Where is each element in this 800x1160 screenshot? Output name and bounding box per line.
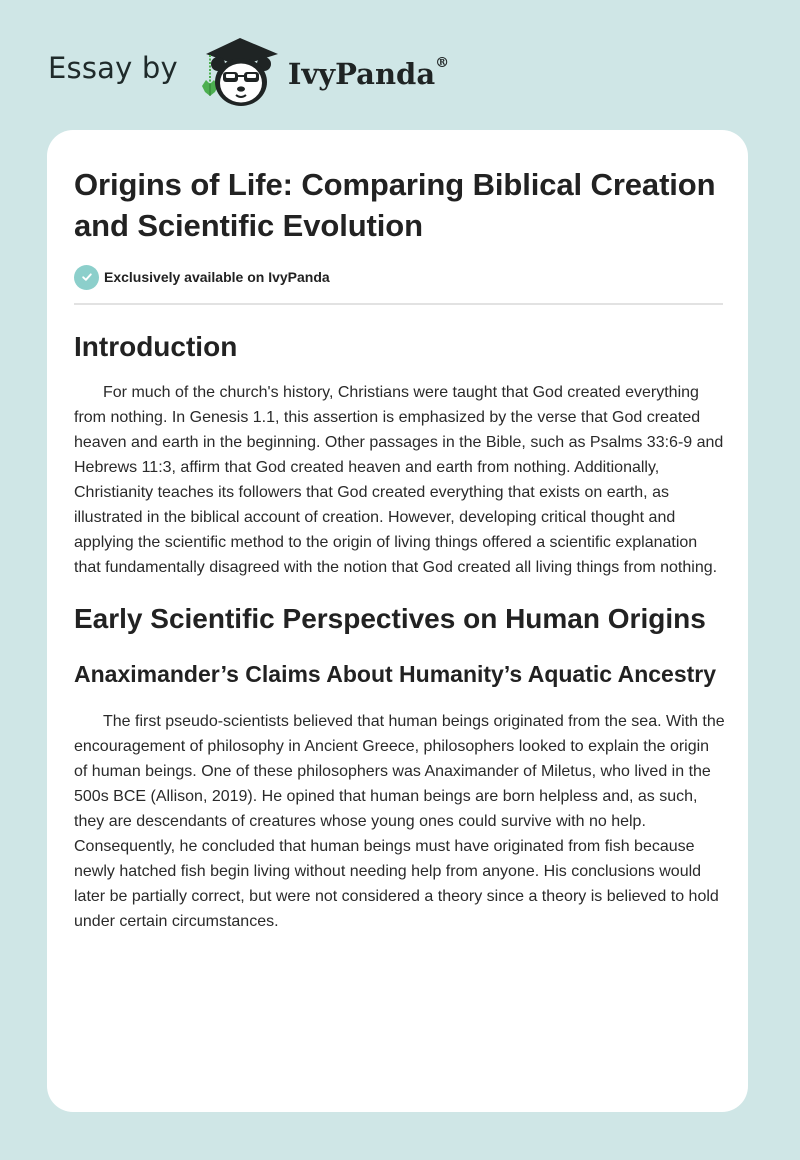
site-header [48, 34, 449, 110]
essay-by-label: Essay by [48, 51, 178, 85]
paragraph-introduction: For much of the church's history, Christians were taught that God created everything from nothing. In Genesis 1.1, this assertion is emphasized by the verse that God created heaven and earth in the beginning. Other passages in the Bible, such as Psalms 33:6-9 and Hebrews 11:3, affirm that God created heaven and earth from nothing. Additionally, Christianity teaches its followers that God created everything that exists on earth, as illustrated in the biblical account of creation. However, developing critical thought and applying the scientific method to the origin of living things offered a scientific explanation that fundamentally disagreed with the notion that God created all living things from nothing. [74, 384, 724, 576]
essay-card [47, 130, 748, 1112]
section-heading-early-perspectives: Early Scientific Perspectives on Human Origins [74, 603, 706, 634]
exclusive-badge [74, 264, 722, 290]
title-divider [74, 303, 723, 305]
panda-graduate-icon[interactable] [196, 34, 284, 110]
subsection-heading-anaximander: Anaximander’s Claims About Humanity’s Aquatic Ancestry [74, 661, 717, 687]
exclusive-label: Exclusively available on IvyPanda [104, 269, 330, 285]
brand-logo-text[interactable] [288, 57, 449, 91]
section-heading-introduction: Introduction [74, 331, 238, 362]
brand-name: IvyPanda [287, 57, 436, 91]
check-circle-icon [74, 265, 99, 290]
registered-mark: ® [435, 55, 450, 72]
paragraph-anaximander: The first pseudo-scientists believed that human beings originated from the sea. With the encouragement of philosophy in Ancient Greece, philosophers looked to explain the origin of human beings. One of these philosophers was Anaximander of Miletus, who lived in the 500s BCE (Allison, 2019). He opined that human beings are born helpless and, as such, they are descendants of creatures whose young ones could survive with no help. Consequently, he concluded that human beings must have originated from fish because newly hatched fish begin living without needing help from anyone. His conclusions would later be partially correct, but were not considered a theory since a theory is believed to hold under certain circumstances. [74, 713, 725, 930]
essay-title: Origins of Life: Comparing Biblical Creation and Scientific Evolution [74, 167, 716, 243]
